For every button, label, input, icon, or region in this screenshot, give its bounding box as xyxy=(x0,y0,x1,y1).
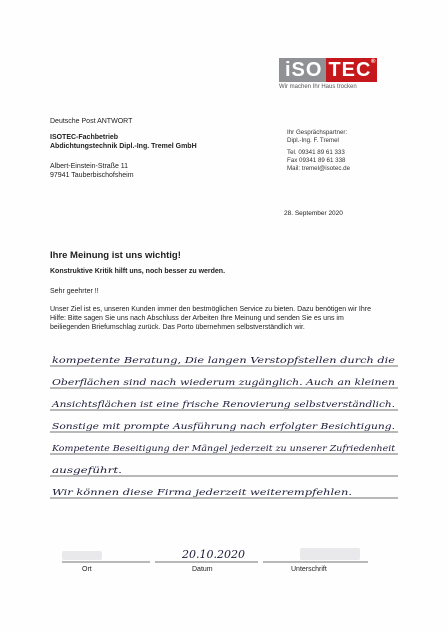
handwriting-line: Sonstige mit prompte Ausführung nach erfolgter Besichtigung. xyxy=(52,422,395,432)
recipient-company: ISOTEC-Fachbetrieb xyxy=(50,134,119,141)
contact-tel: Tel. 09341 89 61 333 xyxy=(287,149,345,156)
contact-fax: Fax 09341 89 61 338 xyxy=(287,157,346,164)
sender-line: Deutsche Post ANTWORT xyxy=(50,118,133,125)
headline: Ihre Meinung ist uns wichtig! xyxy=(50,250,181,261)
recipient-city: 97941 Tauberbischofsheim xyxy=(50,172,134,179)
label-ort: Ort xyxy=(82,566,92,573)
contact-mail: Mail: tremel@isotec.de xyxy=(287,165,351,172)
recipient-street: Albert-Einstein-Straße 11 xyxy=(50,163,129,170)
label-datum: Datum xyxy=(192,566,213,573)
logo-tec: TEC ® xyxy=(328,59,377,81)
letter-date: 28. September 2020 xyxy=(284,210,343,217)
handwriting-line: Oberflächen sind nach wiederum zugänglich. Auch an kleinen xyxy=(52,378,395,388)
handwriting-line: Wir können diese Firma jederzeit weiterempfehlen. xyxy=(52,488,352,498)
subheadline: Konstruktive Kritik hilft uns, noch besser zu werden. xyxy=(50,268,226,275)
handwriting-line: ausgeführt. xyxy=(52,466,122,476)
handwritten-date: 20.10.2020 xyxy=(182,548,245,561)
handwriting-line: kompetente Beratung, Die langen Verstopfstellen durch die xyxy=(52,356,395,366)
logo-tagline: Wir machen Ihr Haus trocken xyxy=(279,84,357,90)
handwriting-line: Ansichtsflächen ist eine frische Renovierung selbstverständlich. xyxy=(50,400,396,410)
redacted-signature xyxy=(300,548,360,560)
intro-paragraph: Unser Ziel ist es, unseren Kunden immer den bestmöglichen Service zu bieten. Dazu benötigen wir Ihre Hilfe: Bitte sagen Sie uns nach Abschluss der Arbeiten Ihre Meinung und senden Sie es uns im beiliegenden Briefumschlag zurück. Das Porto übernehmen selbstverständlich wir. xyxy=(50,306,371,331)
redacted-place xyxy=(62,551,102,560)
logo-iso: iSO xyxy=(279,58,326,82)
contact-name: Dipl.-Ing. F. Tremel xyxy=(287,137,339,144)
contact-label: Ihr Gesprächspartner: xyxy=(287,129,348,136)
recipient-company-sub: Abdichtungstechnik Dipl.-Ing. Tremel GmbH xyxy=(50,143,197,150)
label-unterschrift: Unterschrift xyxy=(291,566,327,573)
salutation: Sehr geehrter !! xyxy=(50,288,99,295)
handwriting-line: Kompetente Beseitigung der Mängel jederzeit zu unserer Zufriedenheit xyxy=(50,444,396,454)
